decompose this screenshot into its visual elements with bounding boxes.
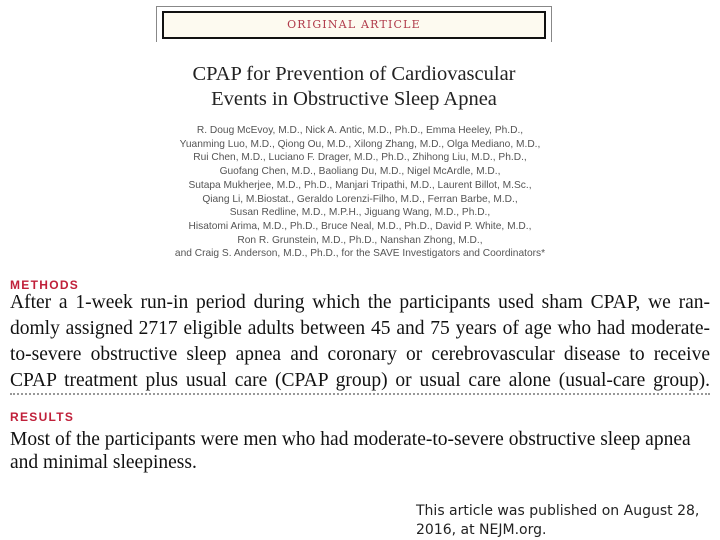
article-header-frame	[156, 6, 552, 42]
truncated-text-line	[10, 393, 710, 397]
publication-note	[416, 502, 699, 540]
article-title	[150, 62, 558, 112]
methods-line: to-severe obstructive sleep apnea and coronary or cerebrovascular disease to receive	[10, 344, 710, 365]
author-line: Ron R. Grunstein, M.D., Ph.D., Nanshan Zhong, M.D.,	[237, 234, 483, 246]
results-line: Most of the participants were men who had moderate-to-severe obstructive sleep apnea	[10, 429, 691, 450]
methods-line: domly assigned 2717 eligible adults between 45 and 75 years of age who had moderate-	[10, 318, 710, 339]
methods-line: After a 1-week run-in period during which the participants used sham CPAP, we ran-	[10, 292, 710, 313]
author-line: Guofang Chen, M.D., Baoliang Du, M.D., Nigel McArdle, M.D.,	[219, 166, 501, 178]
publication-line: 2016, at NEJM.org.	[416, 522, 547, 538]
author-line: and Craig S. Anderson, M.D., Ph.D., for the SAVE Investigators and Coordinators*	[174, 248, 546, 260]
author-line: Sutapa Mukherjee, M.D., Ph.D., Manjari Tripathi, M.D., Laurent Billot, M.Sc.,	[188, 179, 532, 191]
author-line: Qiang Li, M.Biostat., Geraldo Lorenzi-Filho, M.D., Ferran Barbe, M.D.,	[202, 193, 518, 205]
results-text	[10, 428, 710, 474]
title-line: Events in Obstructive Sleep Apnea	[211, 88, 497, 110]
author-line: R. Doug McEvoy, M.D., Nick A. Antic, M.D., Ph.D., Emma Heeley, Ph.D.,	[196, 125, 524, 136]
results-line: and minimal sleepiness.	[10, 452, 197, 473]
title-line: CPAP for Prevention of Cardiovascular	[192, 63, 516, 85]
article-type-banner: ORIGINAL ARTICLE	[162, 11, 546, 39]
author-line: Yuanming Luo, M.D., Qiong Ou, M.D., Xilong Zhang, M.D., Olga Mediano, M.D.,	[179, 138, 541, 150]
author-line: Hisatomi Arima, M.D., Ph.D., Bruce Neal, M.D., Ph.D., David P. White, M.D.,	[188, 220, 532, 232]
author-line: Rui Chen, M.D., Luciano F. Drager, M.D., Ph.D., Zhihong Liu, M.D., Ph.D.,	[193, 152, 527, 164]
methods-line: CPAP treatment plus usual care (CPAP group) or usual care alone (usual-care group).	[10, 370, 710, 391]
methods-heading: METHODS	[10, 278, 80, 292]
results-heading: RESULTS	[10, 410, 75, 424]
author-list	[150, 124, 570, 261]
publication-line: This article was published on August 28,	[416, 503, 700, 519]
methods-text	[10, 290, 710, 394]
author-line: Susan Redline, M.D., M.P.H., Jiguang Wang, M.D., Ph.D.,	[229, 207, 491, 219]
